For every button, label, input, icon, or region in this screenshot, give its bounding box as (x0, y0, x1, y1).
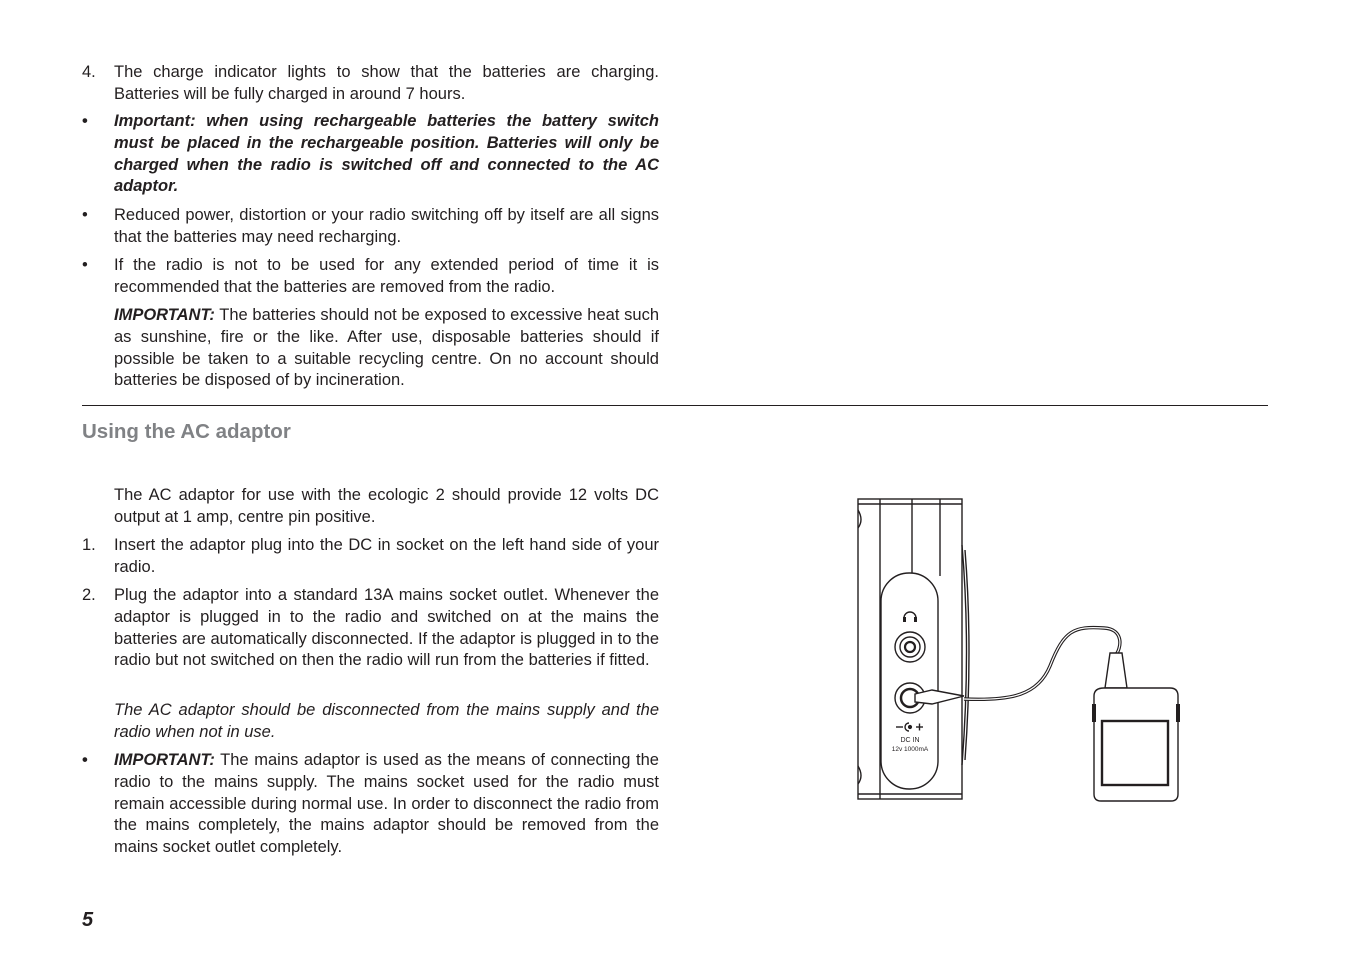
paragraph: Insert the adaptor plug into the DC in socket on the left hand side of your radio. (114, 536, 659, 576)
paragraph: The charge indicator lights to show that the batteries are charging. Batteries will be fully charged in around 7 hours. (114, 63, 659, 103)
paragraph: Important: when using rechargeable batteries the battery switch must be placed in the rechargeable position. Batteries will only be charged when the radio is switched off and connected to the AC adaptor. (114, 112, 659, 196)
list-item-step-1 (82, 535, 659, 579)
paragraph: If the radio is not to be used for any extended period of time it is recommended that the batteries are removed from the radio. (114, 256, 659, 296)
important-label: IMPORTANT: (114, 751, 215, 769)
paragraph: The AC adaptor should be disconnected from the mains supply and the radio when not in use. (114, 701, 659, 741)
bullet: • (82, 751, 88, 769)
list-item-reduced-power (82, 205, 659, 249)
paragraph: The AC adaptor for use with the ecologic 2 should provide 12 volts DC output at 1 amp, centre pin positive. (114, 486, 659, 526)
paragraph: Reduced power, distortion or your radio switching off by itself are all signs that the batteries may need recharging. (114, 206, 659, 246)
mains-adaptor (1092, 653, 1180, 801)
paragraph: Plug the adaptor into a standard 13A mains socket outlet. Whenever the adaptor is plugged in to the radio and switched on at the mains the batteries are automatically disconnected. If the adaptor is plugged in to the radio but not switched on then the radio will run from the batteries if fitted. (114, 586, 659, 670)
intro-paragraph (82, 485, 659, 529)
bullet: • (82, 206, 88, 224)
list-number: 1. (82, 536, 96, 554)
list-item-step-2 (82, 585, 659, 672)
paragraph (114, 305, 659, 392)
bullet: • (82, 112, 88, 130)
radio-adaptor-illustration (852, 490, 1188, 810)
rating-label: 12v 1000mA (891, 746, 929, 753)
list-number: 2. (82, 586, 96, 604)
adaptor-cable (964, 628, 1120, 700)
list-item-important-mains (82, 750, 659, 859)
important-battery-note (82, 305, 659, 392)
disconnect-note (82, 700, 659, 744)
important-text: The batteries should not be exposed to excessive heat such as sunshine, fire or the like. After use, disposable batteries should if possible be taken to a suitable recycling centre. On no account should batteries be disposed of by incineration. (114, 306, 659, 390)
list-item-extended-period (82, 255, 659, 299)
list-number: 4. (82, 63, 96, 81)
section-divider (82, 405, 1268, 406)
connector-panel (881, 573, 938, 789)
section-heading: Using the AC adaptor (82, 420, 291, 443)
important-text: The mains adaptor is used as the means of connecting the radio to the mains supply. The mains socket used for the radio must remain accessible during normal use. In order to disconnect the radio from the mains completely, the mains adaptor should be removed from the mains socket outlet completely. (114, 751, 659, 857)
bullet: • (82, 256, 88, 274)
list-item-charge-indicator (82, 62, 659, 106)
page-number: 5 (82, 909, 94, 931)
important-label: IMPORTANT: (114, 306, 215, 324)
paragraph (114, 750, 659, 859)
dc-in-label: DC IN (900, 737, 920, 744)
list-item-important-rechargeable (82, 111, 659, 198)
